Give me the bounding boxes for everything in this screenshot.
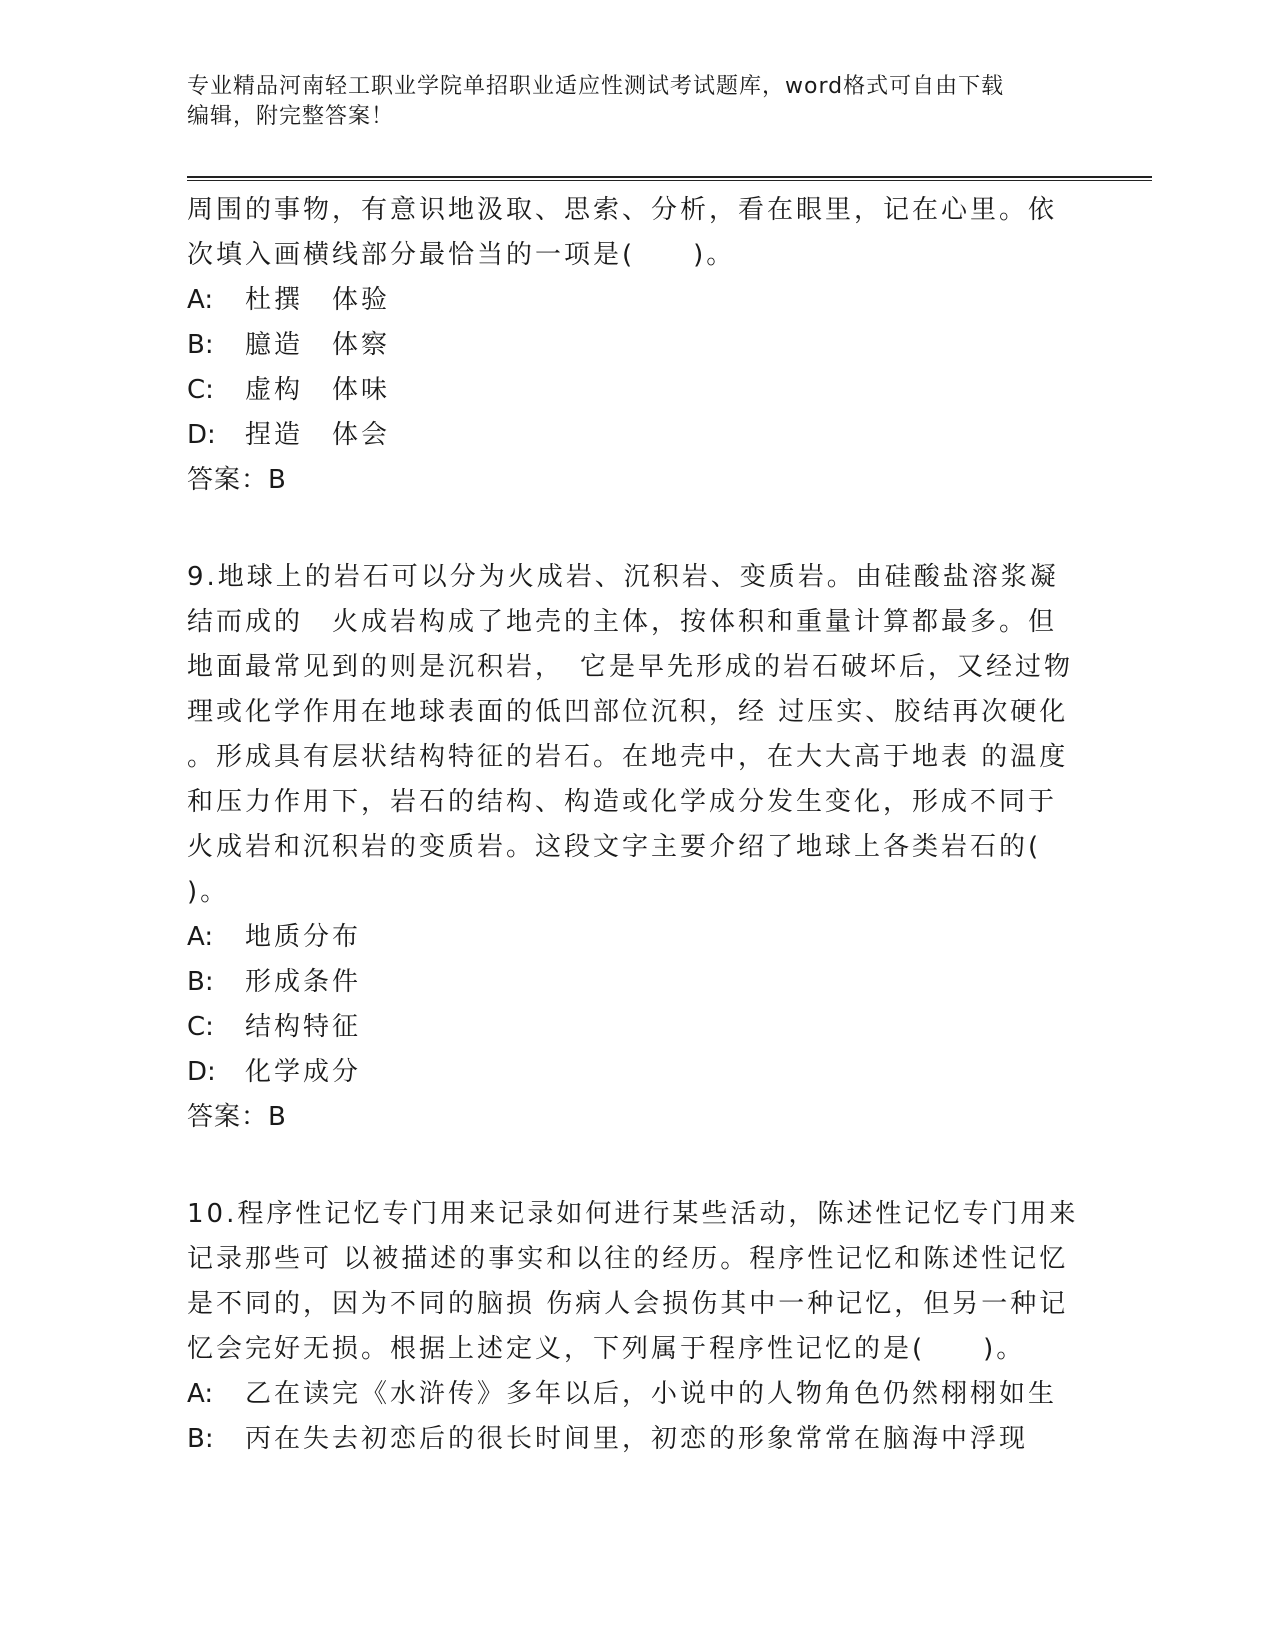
option-letter: D: (187, 1057, 216, 1087)
header-line-2: 编辑，附完整答案！ (187, 104, 395, 129)
option-text: 臆造 体察 (245, 330, 391, 360)
document-body (187, 188, 1087, 1462)
question-stem-line: )。 (187, 877, 230, 907)
option-text: 丙在失去初恋后的很长时间里，初恋的形象常常在脑海中浮现 (245, 1424, 1029, 1454)
question-stem-line: 9.地球上的岩石可以分为火成岩、沉积岩、变质岩。由硅酸盐溶浆凝 (187, 562, 1059, 592)
option-text: 杜撰 体验 (245, 285, 391, 315)
header-divider (187, 176, 1152, 181)
option-letter: C: (187, 375, 214, 405)
option-text: 结构特征 (245, 1012, 362, 1042)
option-d (187, 413, 1087, 458)
answer-line: 答案：B (187, 465, 287, 495)
answer-line: 答案：B (187, 1102, 287, 1132)
option-c (187, 368, 1087, 413)
question-stem-line: 忆会完好无损。根据上述定义，下列属于程序性记忆的是( )。 (187, 1334, 1026, 1364)
option-text: 形成条件 (245, 967, 362, 997)
option-b (187, 1417, 1087, 1462)
document-header (187, 72, 1067, 132)
option-text: 地质分布 (245, 922, 362, 952)
question-8 (187, 188, 1087, 503)
option-text: 化学成分 (245, 1057, 362, 1087)
question-stem-line: 地面最常见到的则是沉积岩， 它是早先形成的岩石破坏后，又经过物 (187, 652, 1074, 682)
option-letter: B: (187, 330, 214, 360)
question-stem-line: 火成岩和沉积岩的变质岩。这段文字主要介绍了地球上各类岩石的( (187, 832, 1042, 862)
option-letter: B: (187, 1424, 214, 1454)
option-text: 虚构 体味 (245, 375, 391, 405)
option-b (187, 960, 1087, 1005)
question-stem-line: 结而成的 火成岩构成了地壳的主体，按体积和重量计算都最多。但 (187, 607, 1058, 637)
option-a (187, 915, 1087, 960)
option-c (187, 1005, 1087, 1050)
header-line-1: 专业精品河南轻工职业学院单招职业适应性测试考试题库，word格式可自由下载 (187, 74, 1005, 99)
option-letter: A: (187, 285, 214, 315)
option-letter: A: (187, 1379, 214, 1409)
question-stem-line: 周围的事物，有意识地汲取、思索、分析，看在眼里，记在心里。依 (187, 195, 1058, 225)
question-stem-line: 记录那些可 以被描述的事实和以往的经历。程序性记忆和陈述性记忆 (187, 1244, 1069, 1274)
option-a (187, 278, 1087, 323)
question-9 (187, 555, 1087, 1140)
question-10 (187, 1192, 1087, 1462)
option-d (187, 1050, 1087, 1095)
option-letter: A: (187, 922, 214, 952)
question-stem-line: 次填入画横线部分最恰当的一项是( )。 (187, 240, 736, 270)
option-b (187, 323, 1087, 368)
option-letter: C: (187, 1012, 214, 1042)
question-stem-line: 理或化学作用在地球表面的低凹部位沉积，经 过压实、胶结再次硬化 (187, 697, 1069, 727)
option-text: 乙在读完《水浒传》多年以后，小说中的人物角色仍然栩栩如生 (245, 1379, 1058, 1409)
option-letter: D: (187, 420, 216, 450)
question-stem-line: 和压力作用下，岩石的结构、构造或化学成分发生变化，形成不同于 (187, 787, 1058, 817)
question-stem-line: 是不同的，因为不同的脑损 伤病人会损伤其中一种记忆，但另一种记 (187, 1289, 1069, 1319)
question-stem-line: 10.程序性记忆专门用来记录如何进行某些活动，陈述性记忆专门用来 (187, 1199, 1079, 1229)
option-letter: B: (187, 967, 214, 997)
option-text: 捏造 体会 (245, 420, 391, 450)
option-a (187, 1372, 1087, 1417)
question-stem-line: 。形成具有层状结构特征的岩石。在地壳中，在大大高于地表 的温度 (187, 742, 1069, 772)
